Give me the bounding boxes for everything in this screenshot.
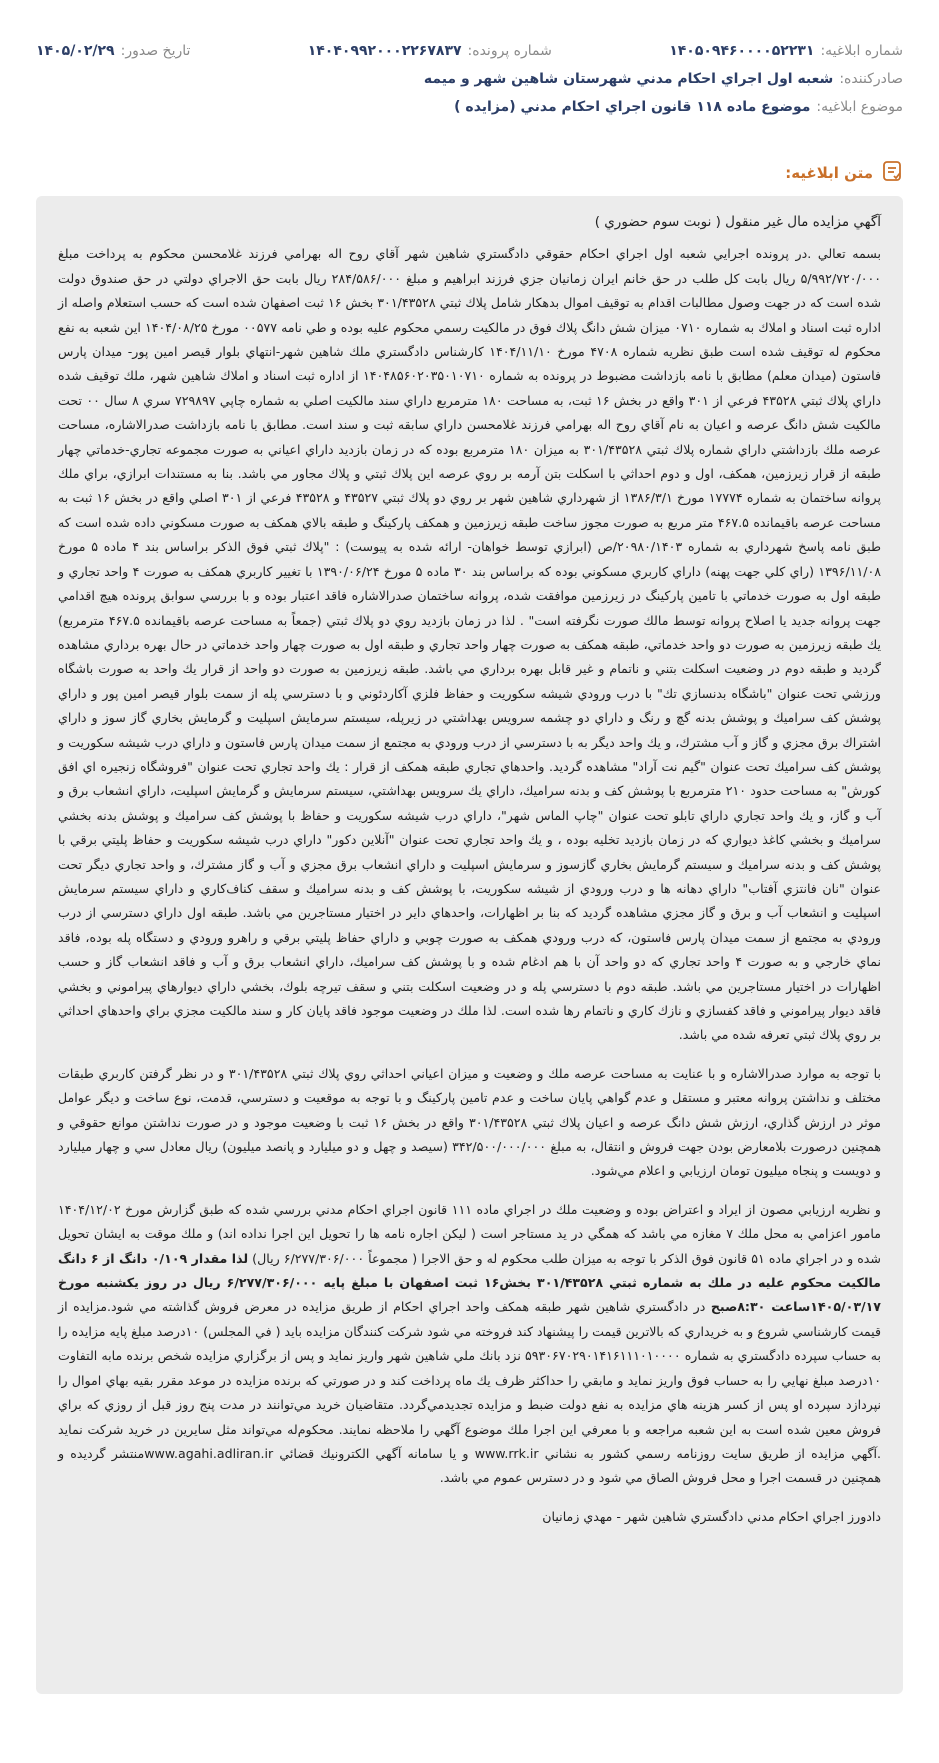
signature: دادورز اجراي احكام مدني دادگستري شاهين شهر - مهدي زمانيان [542, 1508, 881, 1524]
meta-row-issuer [36, 68, 903, 90]
issue-date [36, 40, 190, 62]
case-number [308, 40, 552, 62]
document-icon [881, 160, 903, 186]
notice-text-title [785, 160, 903, 186]
issuer [424, 68, 903, 90]
case-number-value: ۱۴۰۴۰۹۹۲۰۰۰۲۲۶۷۸۳۷ [307, 43, 462, 59]
issuer-value: شعبه اول اجراي احكام مدني شهرستان شاهين شهر و ميمه [423, 71, 834, 87]
issue-date-value: ۱۴۰۵/۰۲/۲۹ [36, 43, 115, 59]
notice-text-title-label: متن ابلاغيه: [785, 164, 873, 182]
paragraph-auction-terms [58, 1198, 881, 1491]
issuer-label: صادركننده: [839, 71, 903, 87]
paragraph-valuation: با توجه به موارد صدرالاشاره و با عنايت به مساحت عرصه ملك و وضعيت و ميزان اعياني احداثي روي پلاك ثبتي ۳۰۱/۴۳۵۲۸ و در نظر گرفتن كاربري طبقات مختلف و نداشتن پروانه معتبر و مستقل و عدم گواهي پايان ساخت و عدم تامين پاركينگ و با توجه به موقعيت و دسترسي، قدمت، نوع ساخت و ديگر عوامل موثر در ارزش گذاري، ارزش شش دانگ عرصه و اعيان پلاك ثبتي ۳۰۱/۴۳۵۲۸ واقع در بخش ۱۶ ثبت با وضعيت موجود و در صورت نداشتن موانع حقوقي و همچنين درصورت بلامعارض بودن جهت فروش و انتقال، به مبلغ ۳۴۲/۵۰۰/۰۰۰/۰۰۰ (سيصد و چهل و دو ميليارد و پانصد ميليون) ريال معادل سي و چهار ميليارد و دويست و پنجاه ميليون تومان ارزيابي و اعلام مي‌شود. [58, 1065, 881, 1179]
subject [454, 96, 903, 118]
notice-body-card [36, 196, 903, 1694]
subject-value: موضوع ماده ۱۱۸ قانون اجراي احكام مدني (مزايده ) [454, 99, 811, 115]
subject-label: موضوع ابلاغيه: [816, 99, 903, 115]
auction-heading: آگهي مزايده مال غير منقول ( نوبت سوم حضوري ) [594, 214, 881, 230]
auction-terms-bold: لذا مقدار ۰/۱۰۹ دانگ از ۶ دانگ مالكيت محكوم عليه در ملك به شماره ثبتي ۳۰۱/۴۳۵۲۸ بخش۱۶ ثبت اصفهان با مبلغ پايه ۶/۲۷۷/۳۰۶/۰۰۰ ريال در روز يكشنبه مورخ ۱۴۰۵/۰۳/۱۷ساعت ۸:۳۰صبح [58, 1250, 881, 1315]
paragraph-property-description: بسمه تعالي .در پرونده اجرايي شعبه اول اجراي احكام حقوقي دادگستري شاهين شهر آقاي روح اله بهرامي فرزند غلامحسن محكوم به پرداخت مبلغ ۵/۹۹۲/۷۲۰/۰۰۰ ريال بابت كل طلب در حق خانم ايران زمانيان جزي فرزند ابراهيم و مبلغ ۲۸۴/۵۸۶/۰۰۰ ريال بابت حق الاجراي دولتي در حق صندوق دولت شده است كه در جهت وصول مطالبات اقدام به توقيف اموال بدهكار شامل پلاك ثبتي ۳۰۱/۴۳۵۲۸ بخش ۱۶ ثبت اصفهان شده است كه حسب استعلام واصله از اداره ثبت اسناد و املاك به شماره ۰۷۱۰ ميزان شش دانگ پلاك فوق در مالكيت رسمي محكوم عليه بوده و طي نامه ۰۰۵۷۷ مورخ ۱۴۰۴/۰۸/۲۵ اين شعبه به نفع محكوم له توقيف شده است طبق نظريه شماره ۴۷۰۸ مورخ ۱۴۰۴/۱۱/۱۰ كارشناس دادگستري ملك شاهين شهر-انتهاي بلوار قيصر امين پور- ميدان پارس فاستون (ميدان معلم) مطابق با نامه بازداشت مضبوط در پرونده به شماره ۱۴۰۴۸۵۶۰۲۰۳۵۰۱۰۷۱۰ از اداره ثبت اسناد و املاك شاهين شهر، ملك توقيف شده داراي پلاك ثبتي ۴۳۵۲۸ فرعي از ۳۰۱ واقع در بخش ۱۶ ثبت، به مساحت ۱۸۰ مترمربع داراي سند مالكيت اصلي به شماره چاپي ۷۲۹۸۹۷ سري ۸ سال ۰۰ تحت مالكيت شش دانگ عرصه و اعيان به نام آقاي روح اله بهرامي فرزند غلامحسن داراي سابقه ثبت و سند است. مطابق با نامه بازداشت صدرالاشاره، مساحت عرصه ملك بازداشتي داراي شماره پلاك ثبتي ۳۰۱/۴۳۵۲۸ به ميزان ۱۸۰ مترمربع بوده كه در زمان بازديد داراي اعياني به صورت مجموعه تجاري-خدماتي چهار طبقه از قرار زيرزمين، همكف، اول و دوم احداثي با اسكلت بتن آرمه بر روي عرصه اين پلاك ثبتي و پلاك مجاور مي باشد. بنا به مستندات ابرازي، براي ملك پروانه ساختمان به شماره ۱۷۷۷۴ مورخ ۱۳۸۶/۳/۱ از شهرداري شاهين شهر بر روي دو پلاك ثبتي ۴۳۵۲۷ و ۴۳۵۲۸ فرعي از ۳۰۱ اصلي واقع در بخش ۱۶ ثبت به مساحت عرصه باقيمانده ۴۶۷.۵ متر مربع به صورت مجوز ساخت طبقه زيرزمين و همكف پاركينگ و طبقه بالاي همكف به صورت مسكوني داده شده است كه طبق نامه پاسخ شهرداري به شماره ۲۰۹۸۰/۱۴۰۳/ص (ابرازي توسط خواهان- ارائه شده به پيوست) : "پلاك ثبتي فوق الذكر براساس بند ۴ ماده ۵ مورخ ۱۳۹۶/۱۱/۰۸ (راي كلي جهت پهنه) داراي كاربري مسكوني بوده كه براساس بند ۳۰ ماده ۵ مورخ ۱۳۹۰/۰۶/۲۴ با تغيير كاربري همكف به صورت ۴ واحد تجاري و طبقه اول به صورت خدماتي با تامين پاركينگ در زيرزمين موافقت شده، پروانه ساختمان صدرالاشاره فاقد اعتبار بوده و با بررسي سوابق پرونده هيچ اقدامي جهت پروانه جديد يا اصلاح پروانه توسط مالك صورت نگرفته است" . لذا در زمان بازديد روي دو پلاك ثبتي (جمعاً به مساحت عرصه باقيمانده ۴۶۷.۵ مترمربع) يك طبقه زيرزمين به صورت دو واحد خدماتي، طبقه همكف به صورت چهار واحد تجاري و طبقه اول به صورت چهار واحد خدماتي در حال بهره برداري مشاهده گرديد و طبقه دوم در وضعيت اسكلت بتني و ناتمام و غير قابل بهره برداري مي باشد. طبقه زيرزمين به صورت دو واحد از قرار يك واحد به صورت باشگاه ورزشي تحت عنوان "باشگاه بدنسازي تك" با درب ورودي شيشه سكوريت و حفاظ فلزي آكاردئوني و با دسترسي پله از سمت بلوار قيصر امين پور و داراي پوشش كف سراميك و پوشش بدنه گچ و رنگ و داراي دو چشمه سرويس بهداشتي در زيرپله، سيستم سرمايش اسپليت و گرمايش بخاري گاز سوز و داراي اشتراك برق مجزي و گاز و آب مشترك، و يك واحد ديگر به با دسترسي از درب ورودي به مجتمع از سمت ميدان پارس فاستون و داراي درب شيشه سكوريت و پوشش كف سراميك تحت عنوان "گيم نت آراد" مشاهده گرديد. واحدهاي تجاري طبقه همكف از قرار : يك واحد تجاري تحت عنوان "فروشگاه زنجيره اي افق كورش" به مساحت حدود ۲۱۰ مترمربع با پوشش كف و بدنه سراميك، داراي يك سرويس بهداشتي، سيستم سرمايش و گرمايش اسپليت، داراي انشعاب برق و آب و گاز، و يك واحد تجاري داراي تابلو تحت عنوان "چاپ الماس شهر"، داراي درب شيشه سكوريت و حفاظ با پوشش كف سراميك و پوشش بدنه بخشي سراميك و بخشي كاغذ ديواري كه در زمان بازديد تخليه بوده ، و يك واحد تجاري تحت عنوان "آنلاين دكور" داراي درب شيشه سكوريت و حفاظ پليتي برقي با پوشش كف و بدنه سراميك و سيستم گرمايش بخاري گازسوز و سرمايش اسپليت و داراي انشعاب برق مجزي و آب و گاز مشترك، و واحد تجاري ديگر تحت عنوان "نان فانتزي آفتاب" داراي دهانه ها و درب ورودي از شيشه سكوريت، با پوشش كف و بدنه سراميك و سقف كناف‌كاري و داراي سيستم سرمايش اسپليت و انشعاب آب و برق و گاز مجزي مشاهده گرديد كه بنا بر اظهارات، واحدهاي داير در اختيار مستاجرين مي باشد. طبقه اول داراي دسترسي از درب ورودي به مجتمع از سمت ميدان پارس فاستون، كه درب ورودي همكف به صورت چوبي و داراي حفاظ پليتي برقي و راهرو ورودي و دستگاه پله بوده، فاقد نماي خارجي و به صورت ۴ واحد تجاري كه دو واحد آن با هم ادغام شده و با پوشش كف سراميك، داراي انشعاب برق و آب و فاقد انشعاب گاز و حسب اظهارات در اختيار مستاجرين مي باشد. طبقه دوم با دسترسي پله و در وضعيت اسكلت بتني و سقف تيرچه بلوك، بخشي داراي ديوارهاي پيراموني و بخشي فاقد ديوار پيراموني و فاقد كفسازي و نازك كاري و ناتمام رها شده است. لذا ملك در وضعيت موجود فاقد پايان كار و سند مالكيت مجزي براي واحدهاي احداثي بر روي پلاك ثبتي تعرفه شده مي باشد. [58, 246, 882, 1043]
notice-number-label: شماره ابلاغيه: [820, 43, 903, 59]
case-number-label: شماره پرونده: [467, 43, 552, 59]
meta-row-subject [36, 96, 903, 118]
notice-number-value: ۱۴۰۵۰۹۴۶۰۰۰۰۵۲۲۳۱ [669, 43, 815, 59]
notice-meta [36, 40, 903, 124]
meta-row-numbers [36, 40, 903, 62]
auction-terms-intro: و نظريه ارزيابي مصون از ايراد و اعتراض بوده و وضعيت ملك در اجراي ماده ۱۱۱ قانون اجراي احكام مدني بررسي شده كه طبق گزارش مورخ ۱۴۰۴/۱۲/۰۲ مامور اعزامي به محل ملك ۷ مغازه مي باشد كه همگي در يد مستاجر است ( ليكن اجاره نامه ها را تحويل اين اجرا نداده اند) و ملك موقت به ايشان تحويل شده و در اجراي ماده ۵۱ قانون فوق الذكر با توجه به ميزان طلب محكوم له و حق الاجرا ( مجموعاً ۶/۲۷۷/۳۰۶/۰۰۰ ريال) [58, 1201, 881, 1266]
notice-number [669, 40, 903, 62]
auction-terms-details: در دادگستري شاهين شهر طبقه همكف واحد اجراي احكام از طريق مزايده در معرض فروش گذاشته مي شود.مزايده از قيمت كارشناسي شروع و به خريداري كه بالاترين قيمت را پيشنهاد كند فروخته مي شود شركت كنندگان مزايده بايد ( في المجلس) ۱۰درصد مبلغ پايه مزايده را به حساب سپرده دادگستري به شماره ۵۹۳۰۶۷۰۲۹۰۱۴۱۶۱۱۱۰۱۰۰۰۰ نزد بانك ملي شاهين شهر واريز نمايد و پس از برگزاري مزايده شخص برنده مابه التفاوت ۱۰درصد مبلغ نهايي را به حساب فوق واريز نمايد و مابقي را حداكثر ظرف يك ماه پرداخت كند و در صورتي كه برنده مزايده در موعد مقرر بقيه بهاي اموال را نپردازد سپرده او پس از كسر هزينه هاي مزايده به نفع دولت ضبط و مزايده تجديدمي‌گردد. متقاضيان خريد مي‌توانند در مدت پنج روز قبل از روزي كه براي فروش معين شده است به اين شعبه مراجعه و با معرفي اين اجرا ملك موضوع آگهي را ملاحظه نمايند. محكوم‌له مي‌تواند مثل سايرين در خريد شركت نمايد .آگهي مزايده از طريق سايت روزنامه رسمي كشور به نشاني www.rrk.ir و يا سامانه آگهي الكترونيك قضائي www.agahi.adliran.irمنتشر گرديده و همچنين در قسمت اجرا و محل فروش الصاق مي شود و در دسترس عموم مي باشد. [58, 1299, 882, 1486]
issue-date-label: تاريخ صدور: [120, 43, 191, 59]
